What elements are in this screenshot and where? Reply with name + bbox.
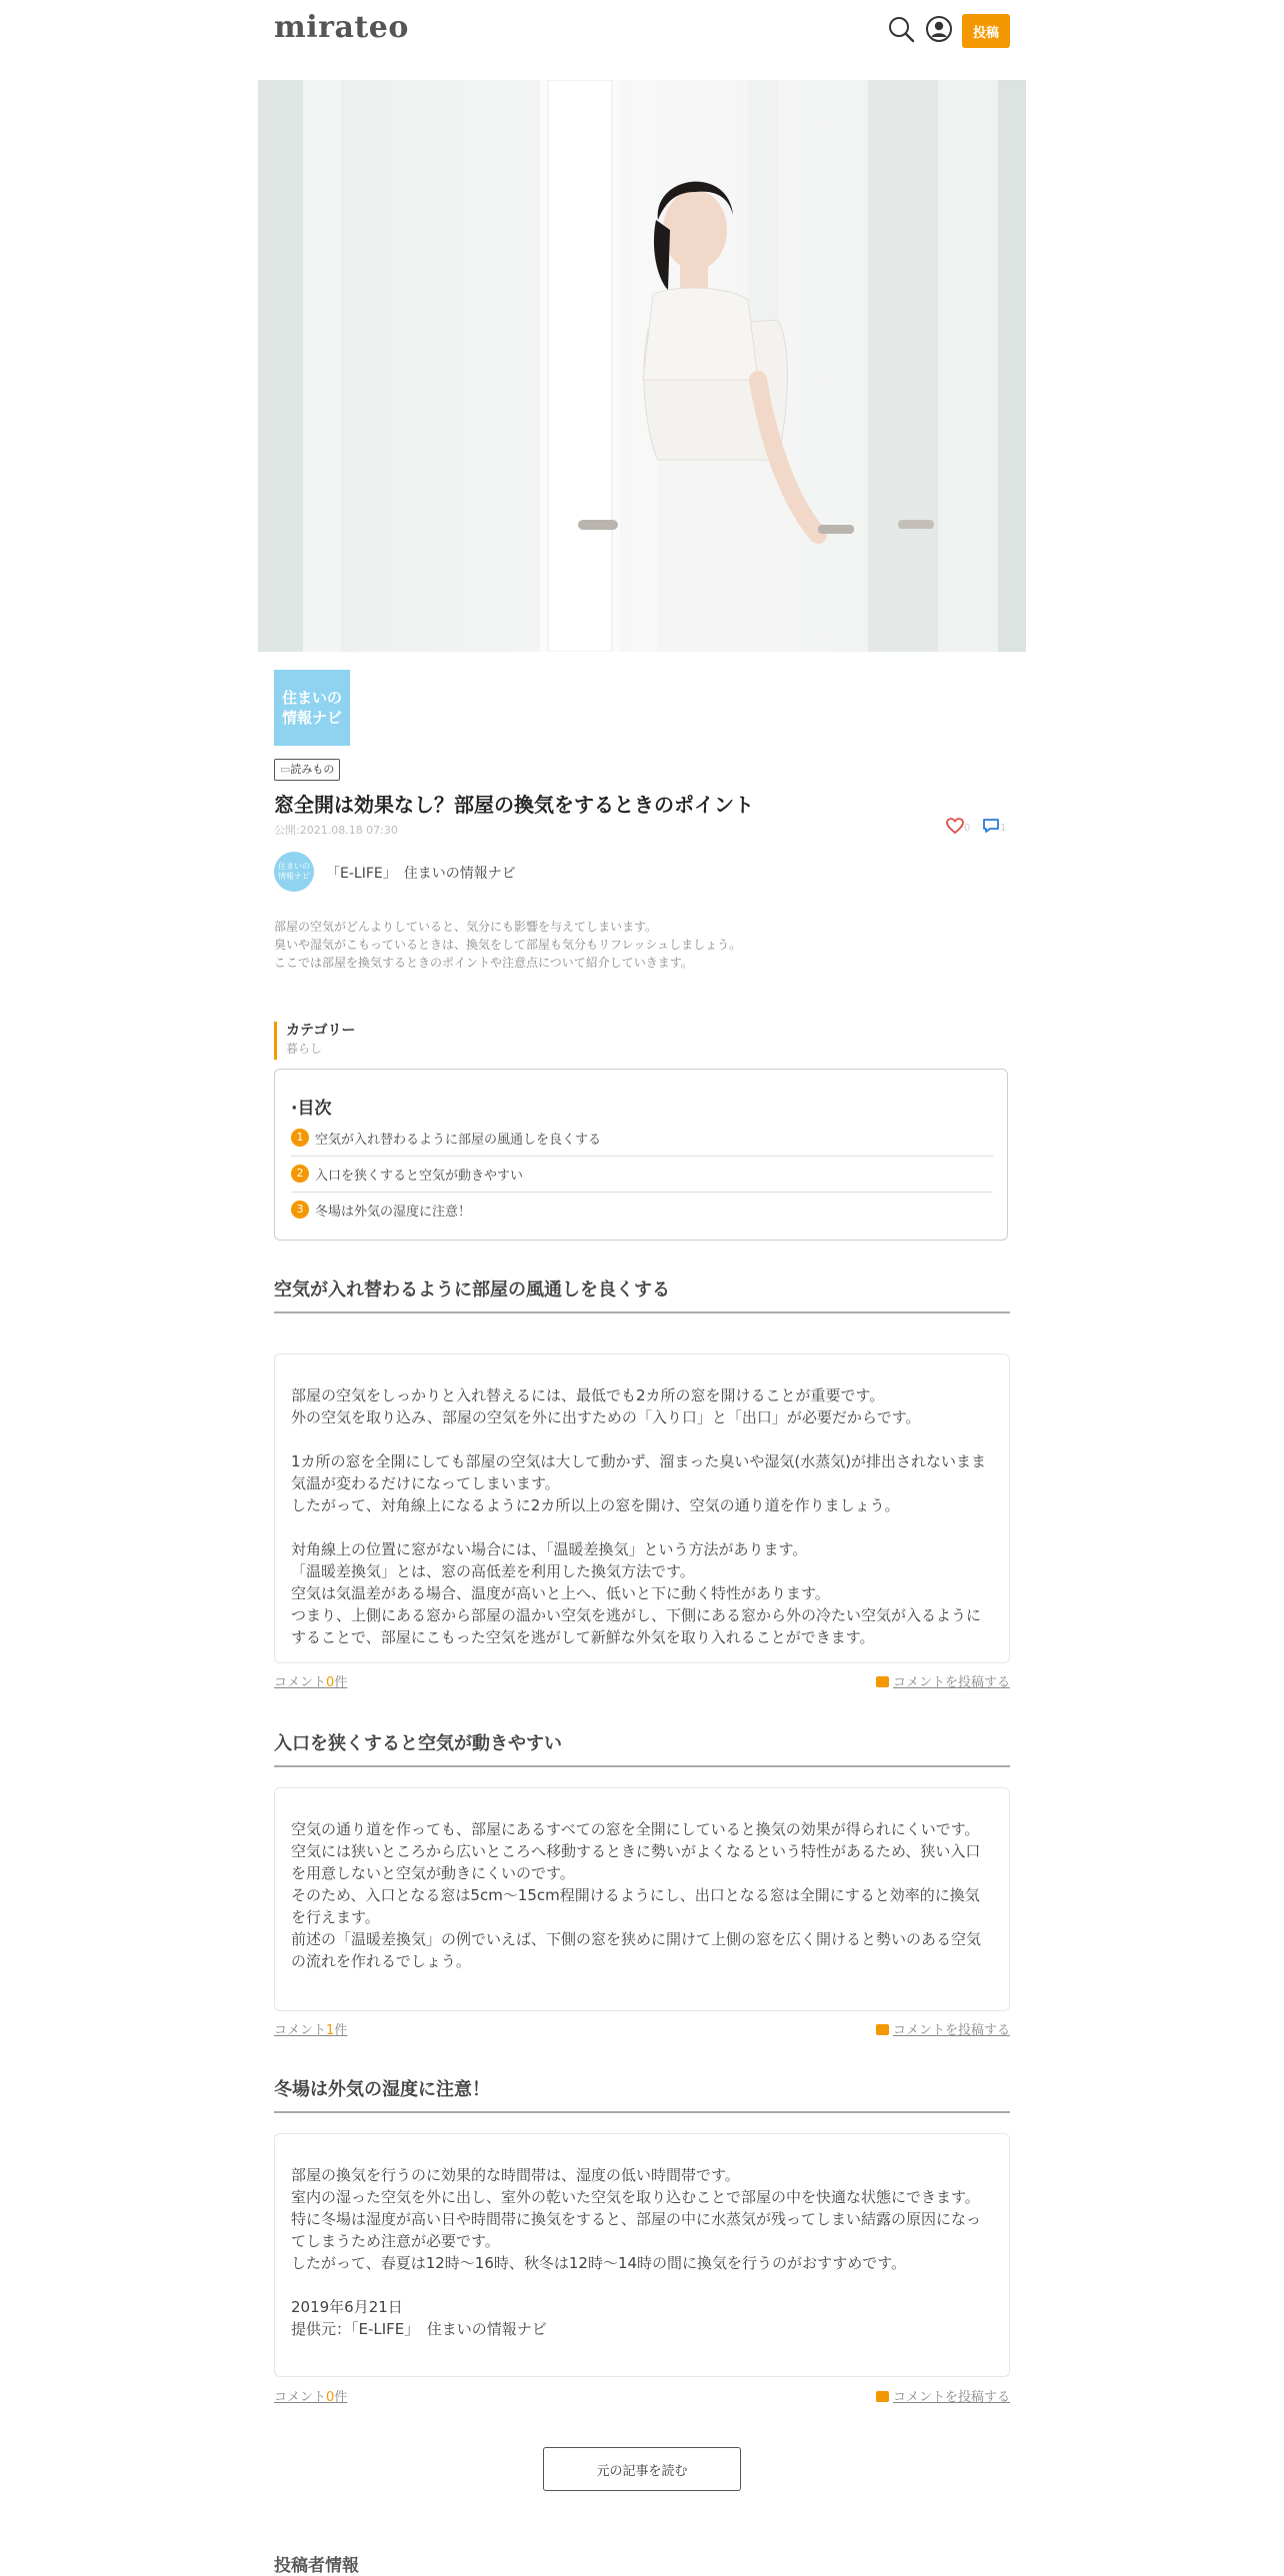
read-original-button[interactable]: 元の記事を読む: [543, 2447, 741, 2491]
comment-count-button[interactable]: [982, 818, 1006, 834]
section-comment-count[interactable]: コメント0件: [274, 2390, 348, 2405]
author-name[interactable]: 「E-LIFE」 住まいの情報ナビ: [326, 866, 516, 882]
section-body: 空気の通り道を作っても、部屋にあるすべての窓を全開にしていると換気の効果が得られにくいです。 空気には狭いところから広いところへ移動するときに勢いがよくなるという特性があるため、狭い入口を用意しないと空気が動きにくいのです。 そのため、入口となる窓は5cm～15cm程開けるようにし、出口となる窓は全開にすると効率的に換気を行えます。 前述の「温暖差換気」の例でいえば、下側の窓を狭めに開けて上側の窓を広く開けると勢いのある空気の流れを作れるでしょう。: [274, 1787, 1010, 2011]
comment-bubble-icon: [876, 2024, 889, 2035]
section-comment-count[interactable]: コメント0件: [274, 1675, 348, 1690]
toc-title: ·目次: [291, 1099, 332, 1119]
toc-number: 3: [291, 1201, 309, 1219]
comment-bubble-icon: [876, 2391, 889, 2402]
section-heading: 入口を狭くすると空気が動きやすい: [274, 1729, 1010, 1767]
site-header: [258, 0, 1026, 62]
like-count: 0: [964, 823, 971, 834]
user-icon[interactable]: [924, 14, 954, 44]
author-avatar[interactable]: 住まいの 情報ナビ: [274, 852, 314, 892]
post-comment-link[interactable]: コメントを投稿する: [864, 2019, 1010, 2038]
comment-total: 1: [1000, 823, 1007, 834]
category-label: カテゴリー: [286, 1023, 356, 1039]
post-comment-link[interactable]: コメントを投稿する: [864, 2386, 1010, 2405]
chat-icon: ▭: [280, 763, 291, 776]
article-tag[interactable]: ▭読みもの: [274, 759, 340, 781]
category-block: [274, 1022, 355, 1060]
comment-icon: [982, 818, 1000, 834]
hero-image: [258, 80, 1026, 652]
section-body: 部屋の換気を行うのに効果的な時間帯は、湿度の低い時間帯です。 室内の湿った空気を外に出し、室外の乾いた空気を取り込むことで部屋の中を快適な状態にできます。 特に冬場は湿度が高い日や時間帯に換気をすると、部屋の中に水蒸気が残ってしまい結露の原因になってしまうため注意が必要です。 したがって、春夏は12時～16時、秋冬は12時～14時の間に換気を行うのがおすすめです。 2019年6月21日 提供元：「E-LIFE」 住まいの情報ナビ: [274, 2133, 1010, 2377]
toc-item[interactable]: 2 入口を狭くすると空気が動きやすい: [291, 1156, 993, 1193]
section-heading: 冬場は外気の湿度に注意！: [274, 2075, 1010, 2113]
comment-bubble-icon: [876, 1676, 889, 1687]
table-of-contents: [274, 1069, 1008, 1241]
heart-icon: [946, 818, 964, 834]
section-heading: 空気が入れ替わるように部屋の風通しを良くする: [274, 1276, 1010, 1313]
site-logo[interactable]: mirateo: [274, 10, 409, 45]
toc-item[interactable]: 3 冬場は外気の湿度に注意！: [291, 1192, 993, 1228]
published-date: 公開:2021.08.18 07:30: [274, 824, 398, 837]
like-button[interactable]: [946, 818, 970, 834]
article-lead: 部屋の空気がどんよりしていると、気分にも影響を与えてしまいます。 臭いや湿気がこもっているときは、換気をして部屋も気分もリフレッシュしましょう。 ここでは部屋を換気するときのポイントや注意点について紹介していきます。: [274, 920, 742, 970]
post-comment-link[interactable]: コメントを投稿する: [864, 1671, 1010, 1690]
section-body: 部屋の空気をしっかりと入れ替えるには、最低でも2カ所の窓を開けることが重要です。 外の空気を取り込み、部屋の空気を外に出すための「入り口」と「出口」が必要だからです。 1カ所の窓を全開にしても部屋の空気は大して動かず、溜まった臭いや湿気(水蒸気)が排出されないまま気温が変わるだけになってしまいます。 したがって、対角線上になるように2カ所以上の窓を開け、空気の通り道を作りましょう。 対角線上の位置に窓がない場合には、「温暖差換気」という方法があります。 「温暖差換気」とは、窓の高低差を利用した換気方法です。 空気は気温差がある場合、温度が高いと上へ、低いと下に動く特性があります。 つまり、上側にある窓から部屋の温かい空気を逃がし、下側にある窓から外の冷たい空気が入るようにすることで、部屋にこもった空気を逃がして新鮮な外気を取り入れることができます。: [274, 1353, 1010, 1663]
category-value[interactable]: 暮らし: [286, 1042, 323, 1056]
toc-number: 1: [291, 1129, 309, 1147]
toc-item[interactable]: 1 空気が入れ替わるように部屋の風通しを良くする: [291, 1120, 993, 1157]
poster-info-heading: 投稿者情報: [274, 2556, 359, 2576]
article-title: 窓全開は効果なし？部屋の換気をするときのポイント: [274, 793, 754, 817]
post-button[interactable]: 投稿: [962, 14, 1010, 48]
section-comment-count[interactable]: コメント1件: [274, 2023, 348, 2038]
search-icon[interactable]: [886, 14, 916, 44]
source-logo[interactable]: 住まいの 情報ナビ: [274, 670, 350, 746]
toc-number: 2: [291, 1165, 309, 1183]
